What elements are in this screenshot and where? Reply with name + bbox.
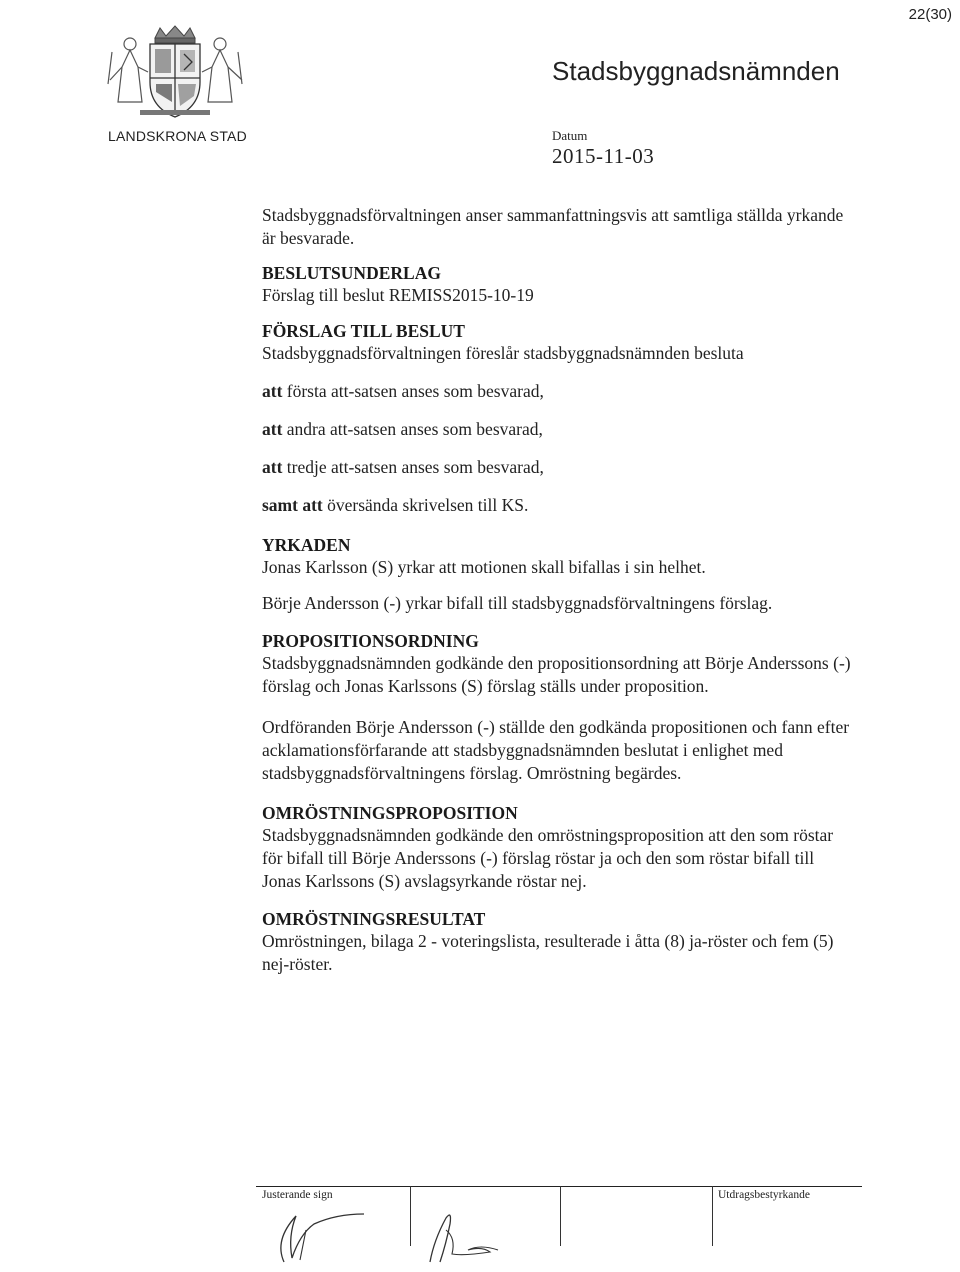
propositionsordning-heading: PROPOSITIONSORDNING: [262, 631, 479, 651]
propositionsordning-text-1: Stadsbyggnadsnämnden godkände den propositionsordning att Börje Anderssons (-) förslag och Jonas Karlssons (S) förslag ställs under proposition.: [262, 653, 851, 696]
propositionsordning-text-2: Ordföranden Börje Andersson (-) ställde den godkända propositionen och fann efter acklamationsförfarande att stadsbyggnadsnämnden beslutat i enlighet med stadsbyggnadsförvaltningens förslag. Omröstning begärdes.: [262, 717, 850, 783]
forslag-item-3: [262, 456, 862, 479]
city-name: LANDSKRONA STAD: [108, 128, 247, 144]
date-value: 2015-11-03: [552, 144, 655, 168]
beslutsunderlag-text: Förslag till beslut REMISS2015-10-19: [262, 285, 534, 305]
forslag-item-keyword: att: [262, 381, 283, 401]
yrkanden-line-2: Börje Andersson (-) yrkar bifall till stadsbyggnadsförvaltningens förslag.: [262, 593, 773, 613]
forslag-item-1: [262, 380, 862, 403]
summary-paragraph: Stadsbyggnadsförvaltningen anser sammanfattningsvis att samtliga ställda yrkande är besvarade.: [262, 205, 844, 248]
forslag-item-4: [262, 494, 862, 517]
forslag-item-keyword: att: [262, 457, 283, 477]
footer-divider: [410, 1186, 411, 1246]
footer-top-rule: [256, 1186, 862, 1187]
forslag-intro: Stadsbyggnadsförvaltningen föreslår stadsbyggnadsnämnden besluta: [262, 343, 744, 363]
forslag-item-2: [262, 418, 862, 441]
forslag-item-text: översända skrivelsen till KS.: [322, 495, 529, 515]
beslutsunderlag-heading: BESLUTSUNDERLAG: [262, 263, 441, 283]
utdragsbestyrkande-label: Utdragsbestyrkande: [718, 1189, 810, 1201]
forslag-item-keyword: att: [262, 419, 283, 439]
omrostningsproposition-text: Stadsbyggnadsnämnden godkände den omröstningsproposition att den som röstar för bifall till Börje Anderssons (-) förslag röstar ja och den som röstar bifall till Jonas Karlssons (S) avslagsyrkande röstar nej.: [262, 825, 834, 891]
crown-icon: [155, 26, 195, 43]
committee-title: Stadsbyggnadsnämnden: [552, 56, 840, 86]
forslag-item-text: andra att-satsen anses som besvarad,: [282, 419, 543, 439]
omrostningsresultat-heading: OMRÖSTNINGSRESULTAT: [262, 909, 486, 929]
left-supporter-figure: [108, 38, 148, 102]
coat-of-arms-logo: [100, 22, 250, 122]
footer-divider: [712, 1186, 713, 1246]
forslag-item-keyword: samt att: [262, 495, 323, 515]
omrostningsresultat-text: Omröstningen, bilaga 2 - voteringslista, resulterade i åtta (8) ja-röster och fem (5) nej-röster.: [262, 931, 834, 974]
signature-2-icon: [416, 1200, 526, 1266]
forslag-heading: FÖRSLAG TILL BESLUT: [262, 321, 465, 341]
justerande-label: Justerande sign: [262, 1189, 333, 1201]
base-scroll: [140, 110, 210, 115]
right-supporter-figure: [202, 38, 242, 102]
yrkanden-line-1: Jonas Karlsson (S) yrkar att motionen skall bifallas i sin helhet.: [262, 557, 706, 577]
signature-1-icon: [266, 1200, 376, 1266]
yrkanden-heading: YRKADEN: [262, 535, 351, 555]
forslag-item-text: första att-satsen anses som besvarad,: [282, 381, 544, 401]
forslag-item-text: tredje att-satsen anses som besvarad,: [282, 457, 544, 477]
date-label: Datum: [552, 128, 588, 143]
footer-divider: [560, 1186, 561, 1246]
omrostningsproposition-heading: OMRÖSTNINGSPROPOSITION: [262, 803, 518, 823]
shield-icon: [150, 44, 200, 117]
signature-footer: [256, 1186, 862, 1266]
page-number: 22(30): [908, 6, 952, 23]
